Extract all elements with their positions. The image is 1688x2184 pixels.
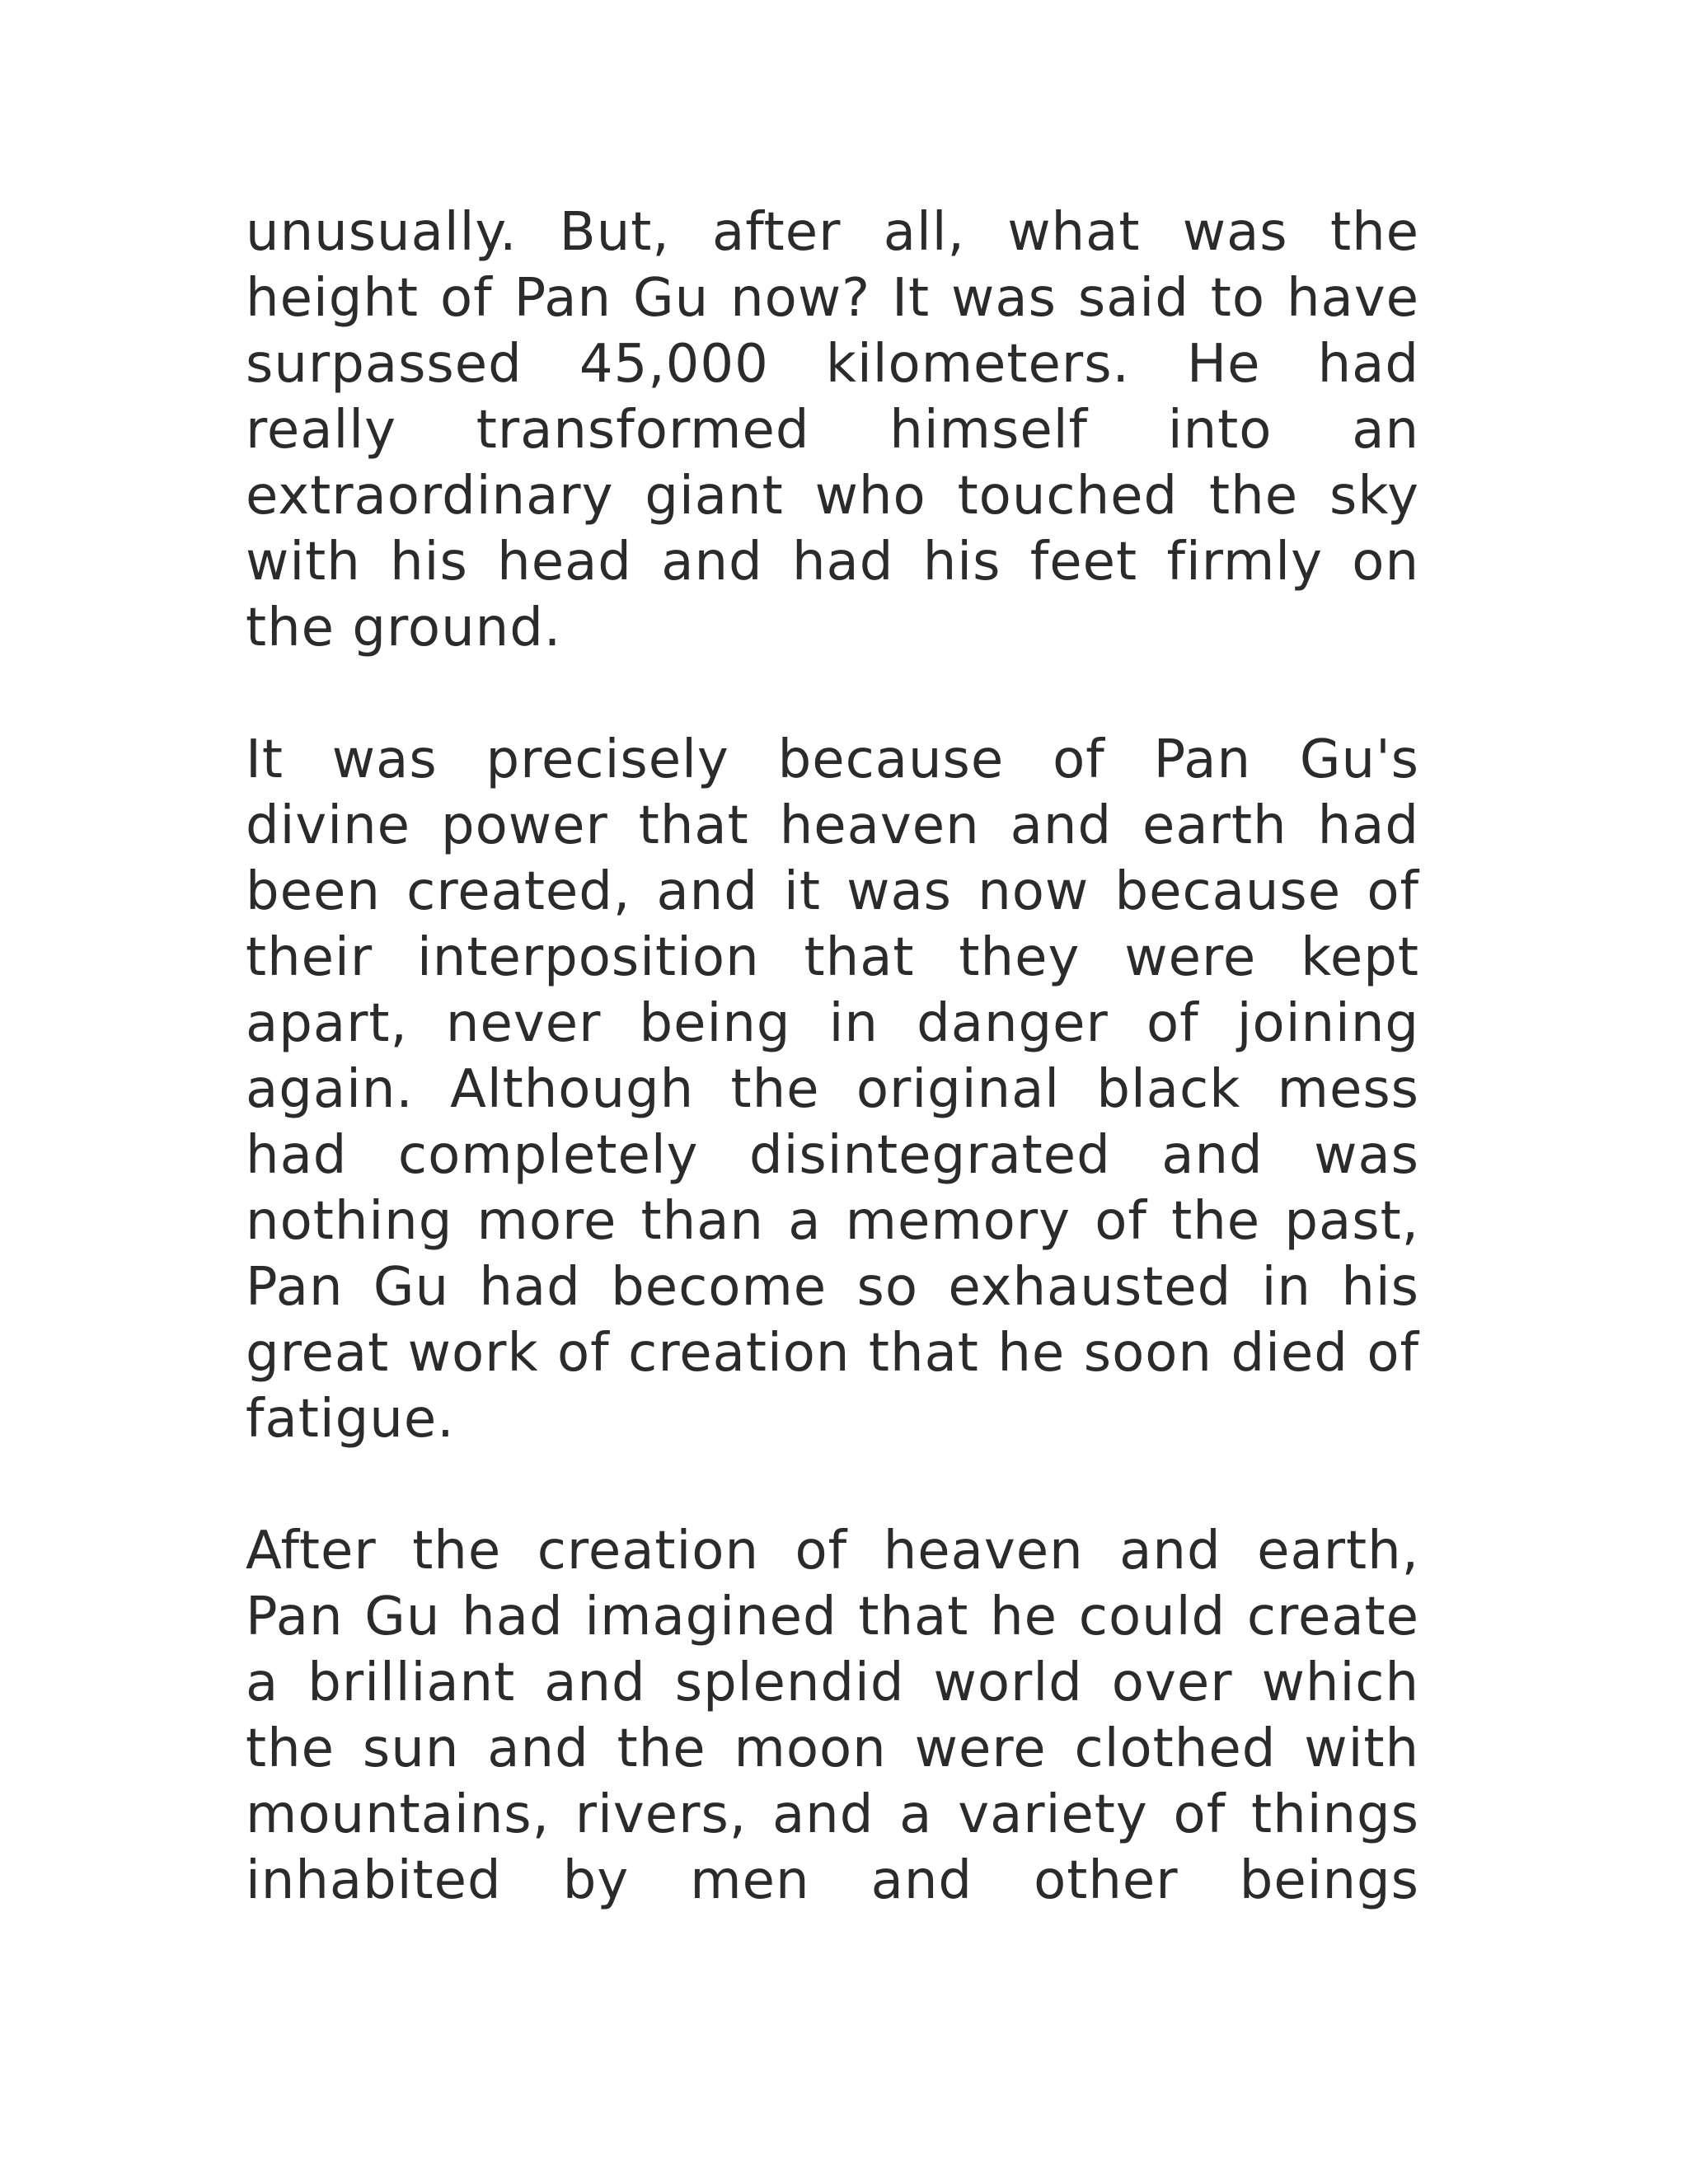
text-line: mountains, rivers, and a variety of things — [246, 1784, 1419, 1845]
text-line: great work of creation that he soon died of — [246, 1323, 1419, 1384]
text-line: apart, never being in danger of joining — [246, 993, 1419, 1054]
text-line: with his head and had his feet firmly on — [246, 532, 1419, 593]
paragraph-2 — [246, 727, 1419, 1452]
text-line: After the creation of heaven and earth, — [246, 1521, 1419, 1582]
text-line: the sun and the moon were clothed with — [246, 1718, 1419, 1779]
text-line: Pan Gu had imagined that he could create — [246, 1586, 1419, 1647]
text-line: the ground. — [246, 598, 562, 658]
text-line: been created, and it was now because of — [246, 861, 1419, 922]
text-line: inhabited by men and other beings — [246, 1850, 1419, 1911]
text-line: had completely disintegrated and was — [246, 1125, 1419, 1186]
paragraph-3 — [246, 1518, 1419, 1914]
text-line: surpassed 45,000 kilometers. He had — [246, 334, 1419, 395]
text-line: their interposition that they were kept — [246, 927, 1419, 988]
text-line: fatigue. — [246, 1389, 455, 1450]
text-line: extraordinary giant who touched the sky — [246, 466, 1419, 527]
text-line: again. Although the original black mess — [246, 1059, 1419, 1120]
text-line: nothing more than a memory of the past, — [246, 1191, 1419, 1252]
body-text — [246, 199, 1419, 1980]
text-line: unusually. But, after all, what was the — [246, 202, 1419, 263]
text-line: height of Pan Gu now? It was said to have — [246, 268, 1419, 329]
text-line: Pan Gu had become so exhausted in his — [246, 1257, 1419, 1318]
text-line: really transformed himself into an — [246, 400, 1419, 461]
paragraph-1 — [246, 199, 1419, 661]
text-line: a brilliant and splendid world over which — [246, 1652, 1419, 1713]
text-line: divine power that heaven and earth had — [246, 795, 1419, 856]
text-line: It was precisely because of Pan Gu's — [246, 729, 1419, 790]
